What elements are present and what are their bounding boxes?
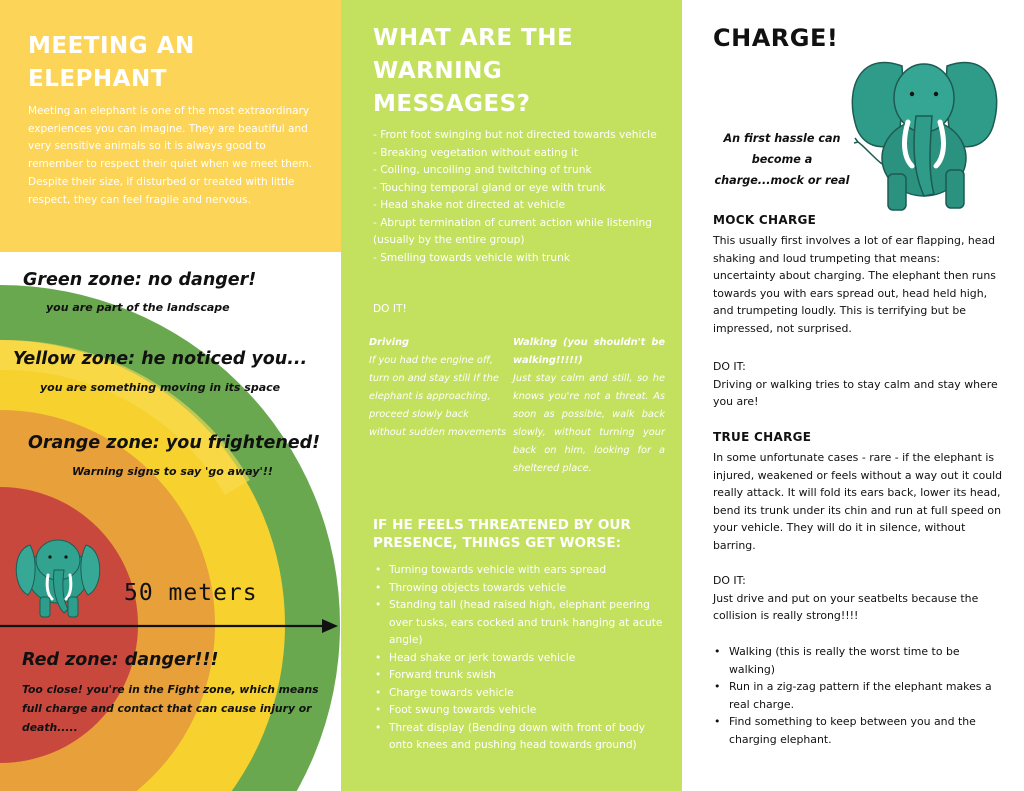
- meeting-intro: Meeting an elephant is one of the most extraordinary experiences you can imagine. They are beautiful and very sensitive animals so it is always good to remember to respect their quiet when we meet them. Despite their size, if disturbed or treated with little respect, they can feel fragile and nervous.: [28, 105, 312, 206]
- true-charge-heading: TRUE CHARGE: [713, 430, 812, 444]
- list-item: • Turning towards vehicle with ears spread: [389, 562, 669, 580]
- orange-zone-title: Orange zone: you frightened!: [28, 433, 321, 453]
- yellow-zone-subtitle: you are something moving in its space: [40, 381, 281, 394]
- warning-signs-list: [373, 127, 673, 267]
- hassle-caption: An first hassle can become a charge...mock or real: [714, 132, 850, 187]
- walking-text: Just stay calm and still, so he knows you're not a threat. As soon as possible, walk back slowly, without turning your back on him, looking for a sheltered place.: [513, 373, 665, 474]
- true-charge-do-it: DO IT: Just drive and put on your seatbelts because the collision is really strong!!!!: [713, 574, 979, 623]
- list-item: • Forward trunk swish: [389, 667, 669, 685]
- elephant-charging-icon: [842, 46, 1007, 214]
- driving-text: If you had the engine off, turn on and stay still If the elephant is approaching, proceed slowly back without sudden movements: [369, 355, 507, 438]
- distance-label: 50 meters: [124, 580, 258, 606]
- list-item: • Foot swung towards vehicle: [389, 702, 669, 720]
- list-item: - Abrupt termination of current action while listening (usually by the entire group): [373, 216, 652, 246]
- charge-tips-list: [729, 643, 999, 749]
- green-zone-title: Green zone: no danger!: [23, 270, 257, 290]
- red-zone-description: Too close! you're in the Fight zone, which means full charge and contact that can cause injury or death.....: [22, 683, 319, 734]
- warning-column: [341, 0, 682, 791]
- list-item: - Breaking vegetation without eating it: [373, 146, 579, 159]
- list-item: • Run in a zig-zag pattern if the elephant makes a real charge.: [729, 678, 999, 713]
- threat-signs-list: [389, 562, 669, 755]
- meeting-column: [0, 0, 341, 791]
- true-charge-text: In some unfortunate cases - rare - if the elephant is injured, weakened or feels without a way out it could really attack. It will fold its ears back, lower its head, bend its trunk under its chin and run at full speed on your vehicle. They will do it in silence, without barring.: [713, 451, 1003, 552]
- orange-zone-subtitle: Warning signs to say 'go away'!!: [72, 465, 273, 478]
- walking-advice: [513, 334, 665, 478]
- mock-charge-heading: MOCK CHARGE: [713, 213, 817, 227]
- list-item: - Coiling, uncoiling and twitching of trunk: [373, 164, 592, 176]
- list-item: • Walking (this is really the worst time to be walking): [729, 643, 999, 678]
- list-item: • Find something to keep between you and the charging elephant.: [729, 713, 999, 748]
- charge-column: [682, 0, 1024, 791]
- list-item: • Charge towards vehicle: [389, 685, 669, 703]
- green-zone-subtitle: you are part of the landscape: [46, 301, 230, 314]
- red-zone-title: Red zone: danger!!!: [22, 650, 219, 670]
- list-item: • Head shake or jerk towards vehicle: [389, 650, 669, 668]
- list-item: - Touching temporal gland or eye with trunk: [373, 181, 606, 194]
- distance-zones-diagram: [0, 0, 341, 791]
- list-item: - Front foot swinging but not directed towards vehicle: [373, 129, 657, 141]
- meeting-title: MEETING AN ELEPHANT: [28, 33, 195, 92]
- mock-charge-text: This usually first involves a lot of ear flapping, head shaking and loud trumpeting that means: uncertainty about charging. The elephant then runs towards you with ears spread out, head held high, and trumpeting loudly. This is terrifying but be impressed, not surprised.: [713, 234, 996, 335]
- list-item: • Throwing objects towards vehicle: [389, 580, 669, 598]
- list-item: • Standing tall (head raised high, elephant peering over tusks, ears cocked and trunk hanging at acute angle): [389, 597, 669, 650]
- yellow-zone-title: Yellow zone: he noticed you...: [13, 349, 308, 369]
- list-item: - Head shake not directed at vehicle: [373, 199, 565, 211]
- driving-advice: [369, 334, 507, 442]
- walking-heading: Walking (you shouldn't be walking!!!!!): [513, 337, 665, 366]
- list-item: - Smelling towards vehicle with trunk: [373, 251, 570, 264]
- list-item: • Threat display (Bending down with front of body onto knees and pushing head towards ground): [389, 720, 669, 755]
- charge-title: CHARGE!: [713, 24, 839, 52]
- driving-heading: Driving: [369, 337, 410, 348]
- do-it-label: DO IT!: [373, 303, 407, 315]
- threat-title: IF HE FEELS THREATENED BY OUR PRESENCE, THINGS GET WORSE:: [373, 517, 631, 551]
- mock-charge-do-it: DO IT: Driving or walking tries to stay calm and stay where you are!: [713, 360, 998, 409]
- warning-title: WHAT ARE THE WARNING MESSAGES?: [373, 25, 574, 117]
